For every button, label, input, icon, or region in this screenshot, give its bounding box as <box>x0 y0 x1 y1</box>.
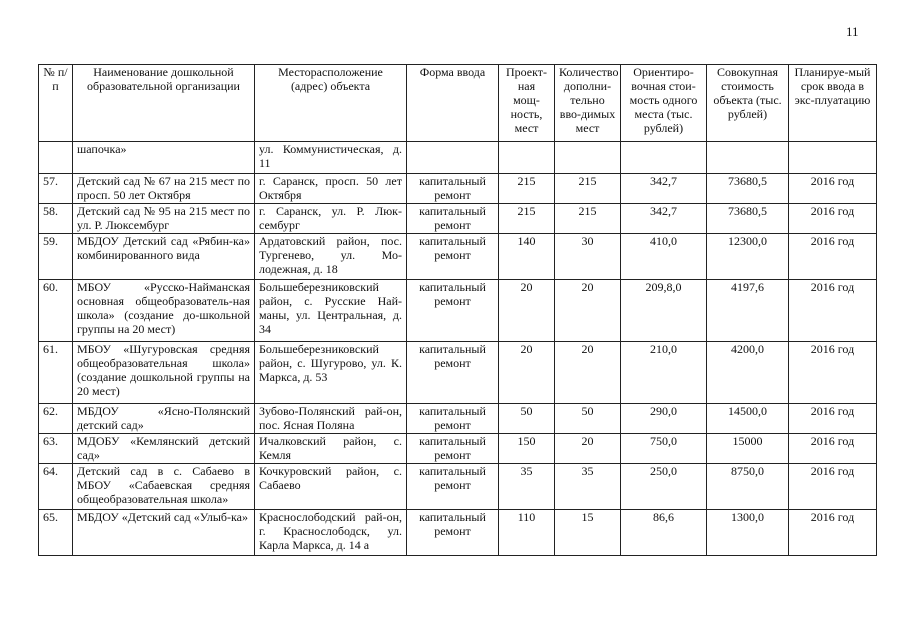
table-row <box>39 342 877 404</box>
row-num: 61. <box>39 342 73 404</box>
row-term: 2016 год <box>789 342 877 404</box>
row-additional: 20 <box>555 434 621 464</box>
row-capacity: 20 <box>499 280 555 342</box>
row-cost-per-place: 342,7 <box>621 174 707 204</box>
header-total-cost: Совокупная стоимость объекта (тыс. рублей) <box>707 65 789 142</box>
row-name: МБДОУ «Ясно-Полянский детский сад» <box>73 404 255 434</box>
row-total-cost: 4197,6 <box>707 280 789 342</box>
row-term: 2016 год <box>789 280 877 342</box>
row-term: 2016 год <box>789 204 877 234</box>
row-cost-per-place: 750,0 <box>621 434 707 464</box>
row-capacity: 20 <box>499 342 555 404</box>
row-name: МБОУ «Русско-Найманская основная общеобразователь-ная школа» (создание до-школьной группы на 20 мест) <box>73 280 255 342</box>
header-additional: Количество дополни-тельно вво-димых мест <box>555 65 621 142</box>
row-term: 2016 год <box>789 510 877 556</box>
row-cost-per-place: 342,7 <box>621 204 707 234</box>
row-cost-per-place <box>621 142 707 174</box>
row-form: капитальный ремонт <box>407 464 499 510</box>
row-capacity: 50 <box>499 404 555 434</box>
row-address: Большеберезниковский район, с. Шугурово, ул. К. Маркса, д. 53 <box>255 342 407 404</box>
row-address: г. Саранск, просп. 50 лет Октября <box>255 174 407 204</box>
row-total-cost: 1300,0 <box>707 510 789 556</box>
row-form: капитальный ремонт <box>407 174 499 204</box>
row-term: 2016 год <box>789 174 877 204</box>
row-address: Ардатовский район, пос. Тургенево, ул. Мо-лодежная, д. 18 <box>255 234 407 280</box>
row-term: 2016 год <box>789 434 877 464</box>
table-row <box>39 142 877 174</box>
row-form <box>407 142 499 174</box>
header-term: Планируе-мый срок ввода в экс-плуатацию <box>789 65 877 142</box>
table-row <box>39 280 877 342</box>
row-form: капитальный ремонт <box>407 404 499 434</box>
table-row <box>39 434 877 464</box>
row-additional: 20 <box>555 280 621 342</box>
row-cost-per-place: 290,0 <box>621 404 707 434</box>
row-name: Детский сад в с. Сабаево в МБОУ «Сабаевская средняя общеобразовательная школа» <box>73 464 255 510</box>
row-total-cost: 4200,0 <box>707 342 789 404</box>
row-total-cost: 73680,5 <box>707 174 789 204</box>
table-row <box>39 174 877 204</box>
row-address: Краснослободский рай-он, г. Краснослободск, ул. Карла Маркса, д. 14 а <box>255 510 407 556</box>
row-total-cost: 8750,0 <box>707 464 789 510</box>
row-capacity: 110 <box>499 510 555 556</box>
row-address: г. Саранск, ул. Р. Люк-сембург <box>255 204 407 234</box>
row-num: 58. <box>39 204 73 234</box>
row-num: 57. <box>39 174 73 204</box>
row-term: 2016 год <box>789 464 877 510</box>
table-row <box>39 234 877 280</box>
row-address: ул. Коммунистическая, д. 11 <box>255 142 407 174</box>
row-address: Кочкуровский район, с. Сабаево <box>255 464 407 510</box>
row-total-cost: 12300,0 <box>707 234 789 280</box>
row-num: 64. <box>39 464 73 510</box>
header-cost-per-place: Ориентиро-вочная стои-мость одного места (тыс. рублей) <box>621 65 707 142</box>
row-total-cost <box>707 142 789 174</box>
row-address: Ичалковский район, с. Кемля <box>255 434 407 464</box>
table-row <box>39 510 877 556</box>
row-form: капитальный ремонт <box>407 234 499 280</box>
row-name: Детский сад № 95 на 215 мест по ул. Р. Люксембург <box>73 204 255 234</box>
table-row <box>39 204 877 234</box>
row-cost-per-place: 410,0 <box>621 234 707 280</box>
row-name: Детский сад № 67 на 215 мест по просп. 50 лет Октября <box>73 174 255 204</box>
row-capacity: 215 <box>499 174 555 204</box>
row-cost-per-place: 86,6 <box>621 510 707 556</box>
row-name: МДОБУ «Кемлянский детский сад» <box>73 434 255 464</box>
row-additional: 15 <box>555 510 621 556</box>
row-additional: 30 <box>555 234 621 280</box>
row-term <box>789 142 877 174</box>
row-form: капитальный ремонт <box>407 280 499 342</box>
row-form: капитальный ремонт <box>407 342 499 404</box>
row-additional: 35 <box>555 464 621 510</box>
row-num <box>39 142 73 174</box>
row-address: Большеберезниковский район, с. Русские Най-маны, ул. Центральная, д. 34 <box>255 280 407 342</box>
row-capacity <box>499 142 555 174</box>
row-additional: 50 <box>555 404 621 434</box>
row-total-cost: 15000 <box>707 434 789 464</box>
row-cost-per-place: 250,0 <box>621 464 707 510</box>
row-form: капитальный ремонт <box>407 510 499 556</box>
row-num: 62. <box>39 404 73 434</box>
row-address: Зубово-Полянский рай-он, пос. Ясная Поляна <box>255 404 407 434</box>
table-header-row <box>39 65 877 142</box>
row-name: МБОУ «Шугуровская средняя общеобразовательная школа» (создание дошкольной группы на 20 мест) <box>73 342 255 404</box>
row-capacity: 215 <box>499 204 555 234</box>
row-form: капитальный ремонт <box>407 204 499 234</box>
header-name: Наименование дошкольной образовательной организации <box>73 65 255 142</box>
table-row <box>39 464 877 510</box>
row-name: МБДОУ «Детский сад «Улыб-ка» <box>73 510 255 556</box>
row-capacity: 35 <box>499 464 555 510</box>
page-number: 11 <box>846 24 859 39</box>
header-address: Месторасположение (адрес) объекта <box>255 65 407 142</box>
row-num: 65. <box>39 510 73 556</box>
header-form: Форма ввода <box>407 65 499 142</box>
row-capacity: 140 <box>499 234 555 280</box>
row-capacity: 150 <box>499 434 555 464</box>
row-name: МБДОУ Детский сад «Рябин-ка» комбинированного вида <box>73 234 255 280</box>
row-num: 63. <box>39 434 73 464</box>
row-cost-per-place: 209,8,0 <box>621 280 707 342</box>
kindergarten-table <box>38 64 877 556</box>
row-total-cost: 73680,5 <box>707 204 789 234</box>
header-num: № п/п <box>39 65 73 142</box>
row-additional: 215 <box>555 204 621 234</box>
row-additional: 20 <box>555 342 621 404</box>
row-cost-per-place: 210,0 <box>621 342 707 404</box>
row-form: капитальный ремонт <box>407 434 499 464</box>
row-additional <box>555 142 621 174</box>
row-term: 2016 год <box>789 404 877 434</box>
row-name: шапочка» <box>73 142 255 174</box>
table-row <box>39 404 877 434</box>
row-additional: 215 <box>555 174 621 204</box>
row-term: 2016 год <box>789 234 877 280</box>
row-total-cost: 14500,0 <box>707 404 789 434</box>
row-num: 59. <box>39 234 73 280</box>
row-num: 60. <box>39 280 73 342</box>
header-capacity: Проект-ная мощ-ность, мест <box>499 65 555 142</box>
